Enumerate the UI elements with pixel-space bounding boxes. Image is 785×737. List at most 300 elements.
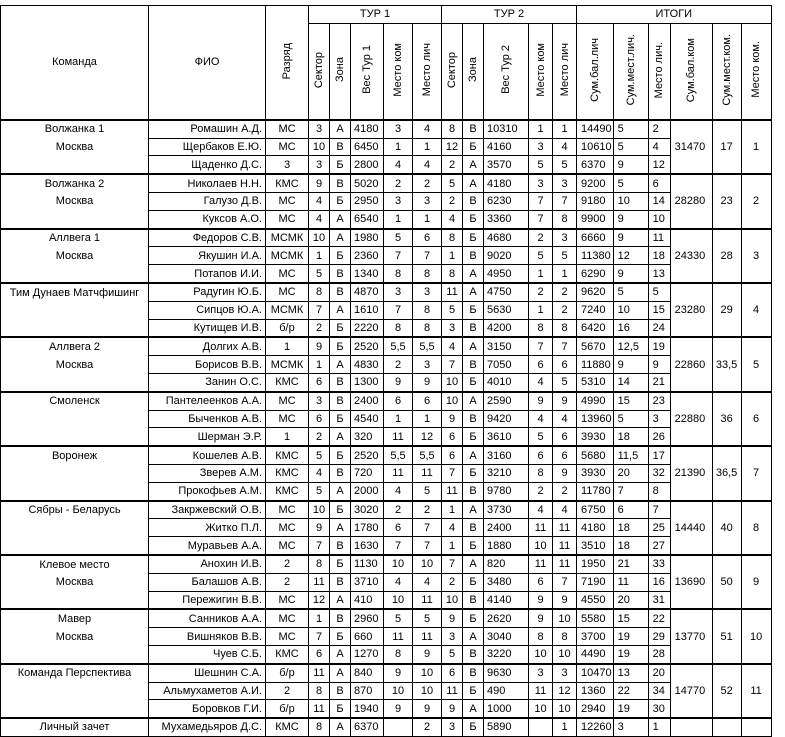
sector-2: 4 <box>442 519 463 537</box>
rank: МСМК <box>266 356 309 374</box>
table-row <box>1 229 772 247</box>
place-team-2: 1 <box>529 301 553 319</box>
zone-2: А <box>463 283 484 301</box>
sector-2: 9 <box>442 609 463 627</box>
fio: Санников А.А. <box>149 609 266 627</box>
place-team-2: 5 <box>529 247 553 265</box>
rank: МС <box>266 138 309 156</box>
table-row <box>1 628 772 646</box>
weight-1: 1780 <box>351 519 384 537</box>
zone-1: В <box>330 174 351 192</box>
zone-2: Б <box>463 301 484 319</box>
sum-points-ind: 5670 <box>577 337 614 355</box>
place-ind-total: 21 <box>648 373 670 391</box>
place-team-1: 1 <box>384 210 413 228</box>
place-ind-1: 7 <box>413 519 442 537</box>
team-name-blank <box>1 482 149 500</box>
place-ind-1: 7 <box>413 247 442 265</box>
weight-2: 4680 <box>484 229 529 247</box>
weight-2: 3570 <box>484 156 529 174</box>
sector-1: 7 <box>309 628 330 646</box>
place-team-1: 2 <box>384 356 413 374</box>
place-ind-2: 3 <box>553 174 577 192</box>
rank: КМС <box>266 174 309 192</box>
place-ind-2: 10 <box>553 700 577 718</box>
sum-places-ind: 5 <box>613 410 648 428</box>
weight-2: 3160 <box>484 446 529 464</box>
place-ind-total: 8 <box>648 482 670 500</box>
fio: Закржевский О.В. <box>149 501 266 519</box>
table-row <box>1 210 772 228</box>
rank: МС <box>266 283 309 301</box>
table-row <box>1 265 772 283</box>
fio: Пантелеенков А.А. <box>149 392 266 410</box>
place-team-total: 11 <box>741 664 771 718</box>
place-ind-total: 20 <box>648 664 670 682</box>
rank: 3 <box>266 156 309 174</box>
sector-1: 6 <box>309 373 330 391</box>
weight-2: 3610 <box>484 428 529 446</box>
sum-points-ind: 4550 <box>577 591 614 609</box>
table-row <box>1 501 772 519</box>
weight-2: 3360 <box>484 210 529 228</box>
rank: КМС <box>266 464 309 482</box>
place-team-2: 11 <box>529 519 553 537</box>
weight-2: 9020 <box>484 247 529 265</box>
weight-2: 2590 <box>484 392 529 410</box>
sum-points-ind: 9620 <box>577 283 614 301</box>
zone-1: А <box>330 229 351 247</box>
zone-1: А <box>330 718 351 736</box>
place-ind-total: 34 <box>648 682 670 700</box>
place-ind-total: 18 <box>648 247 670 265</box>
table-row <box>1 192 772 210</box>
sector-2: 10 <box>442 373 463 391</box>
sector-2: 9 <box>442 700 463 718</box>
sector-1: 7 <box>309 537 330 555</box>
header-sum-points-team: Сум.бал.ком <box>670 23 712 120</box>
sum-points-team: 14440 <box>670 501 712 555</box>
place-ind-2: 1 <box>553 718 577 736</box>
weight-1: 2950 <box>351 192 384 210</box>
fio: Муравьев А.А. <box>149 537 266 555</box>
sector-1: 2 <box>309 428 330 446</box>
place-ind-2: 11 <box>553 519 577 537</box>
weight-1: 6370 <box>351 718 384 736</box>
rank: 2 <box>266 573 309 591</box>
place-ind-total: 32 <box>648 464 670 482</box>
rank: 2 <box>266 555 309 573</box>
team-city: Москва <box>1 573 149 591</box>
zone-2: Б <box>463 428 484 446</box>
place-team-total: 7 <box>741 446 771 500</box>
sector-1: 1 <box>309 609 330 627</box>
place-team-1: 8 <box>384 645 413 663</box>
zone-1: В <box>330 392 351 410</box>
weight-1: 1980 <box>351 229 384 247</box>
team-name: Тим Дунаев Матчфишинг <box>1 283 149 301</box>
place-ind-1: 5,5 <box>413 446 442 464</box>
place-ind-total: 26 <box>648 428 670 446</box>
weight-2: 4950 <box>484 265 529 283</box>
sum-points-team: 22860 <box>670 337 712 391</box>
zone-2: Б <box>463 537 484 555</box>
zone-2: В <box>463 319 484 337</box>
sum-points-team: 21390 <box>670 446 712 500</box>
place-team-1: 10 <box>384 555 413 573</box>
zone-1: В <box>330 265 351 283</box>
team-city <box>1 410 149 428</box>
weight-2: 3150 <box>484 337 529 355</box>
zone-2: А <box>463 446 484 464</box>
fio: Сипцов Ю.А. <box>149 301 266 319</box>
place-ind-2: 6 <box>553 446 577 464</box>
table-row <box>1 337 772 355</box>
zone-1: Б <box>330 337 351 355</box>
sum-places-ind: 12 <box>613 247 648 265</box>
sum-points-ind: 3510 <box>577 537 614 555</box>
place-team-1: 5,5 <box>384 337 413 355</box>
place-team-2: 9 <box>529 591 553 609</box>
sector-2: 1 <box>442 537 463 555</box>
weight-1: 2000 <box>351 482 384 500</box>
place-ind-1: 2 <box>413 174 442 192</box>
rank: МС <box>266 265 309 283</box>
empty-sum-places-team <box>712 718 741 736</box>
zone-2: В <box>463 410 484 428</box>
weight-1: 840 <box>351 664 384 682</box>
fio: Шерман Э.Р. <box>149 428 266 446</box>
weight-1: 4180 <box>351 120 384 138</box>
header-place-team-2: Место ком <box>529 23 553 120</box>
sum-points-ind: 4990 <box>577 392 614 410</box>
team-city: Москва <box>1 138 149 156</box>
zone-1: Б <box>330 501 351 519</box>
sum-places-ind: 9 <box>613 356 648 374</box>
place-ind-2: 4 <box>553 410 577 428</box>
sector-2: 11 <box>442 682 463 700</box>
fio: Занин О.С. <box>149 373 266 391</box>
table-row <box>1 156 772 174</box>
place-ind-total: 23 <box>648 392 670 410</box>
rank: МС <box>266 192 309 210</box>
results-body <box>1 120 772 737</box>
weight-1: 1610 <box>351 301 384 319</box>
sector-1: 8 <box>309 718 330 736</box>
zone-2: Б <box>463 138 484 156</box>
place-team-1: 4 <box>384 573 413 591</box>
weight-2: 2400 <box>484 519 529 537</box>
zone-1: В <box>330 373 351 391</box>
zone-2: А <box>463 265 484 283</box>
sum-places-team: 29 <box>712 283 741 337</box>
sum-places-ind: 19 <box>613 628 648 646</box>
place-ind-total: 5 <box>648 283 670 301</box>
place-ind-2: 10 <box>553 645 577 663</box>
zone-1: А <box>330 645 351 663</box>
sector-1: 5 <box>309 446 330 464</box>
zone-1: Б <box>330 319 351 337</box>
place-team-2: 3 <box>529 664 553 682</box>
place-team-2: 10 <box>529 537 553 555</box>
place-ind-2: 6 <box>553 356 577 374</box>
place-ind-2: 9 <box>553 392 577 410</box>
table-row <box>1 446 772 464</box>
header-sector-1: Сектор <box>309 23 330 120</box>
weight-1: 870 <box>351 682 384 700</box>
table-row <box>1 645 772 663</box>
team-name-blank <box>1 700 149 718</box>
sum-places-ind: 9 <box>613 210 648 228</box>
weight-1: 1130 <box>351 555 384 573</box>
sector-2: 8 <box>442 229 463 247</box>
place-ind-total: 28 <box>648 645 670 663</box>
rank: МС <box>266 519 309 537</box>
place-ind-total: 15 <box>648 301 670 319</box>
sum-points-ind: 3930 <box>577 464 614 482</box>
place-team-2: 10 <box>529 645 553 663</box>
sector-1: 9 <box>309 174 330 192</box>
weight-2: 3730 <box>484 501 529 519</box>
place-team-1: 7 <box>384 247 413 265</box>
personal-label: Личный зачет <box>1 718 149 736</box>
place-team-total: 3 <box>741 229 771 283</box>
place-team-2: 4 <box>529 501 553 519</box>
place-ind-2: 4 <box>553 501 577 519</box>
team-name: Смоленск <box>1 392 149 410</box>
team-name-blank <box>1 428 149 446</box>
place-ind-total: 22 <box>648 609 670 627</box>
place-team-1: 4 <box>384 156 413 174</box>
zone-2: Б <box>463 682 484 700</box>
sector-1: 1 <box>309 247 330 265</box>
place-team-1: 9 <box>384 664 413 682</box>
place-team-2: 11 <box>529 682 553 700</box>
place-ind-1: 9 <box>413 645 442 663</box>
place-team-2: 2 <box>529 283 553 301</box>
zone-2: Б <box>463 718 484 736</box>
sum-places-team: 52 <box>712 664 741 718</box>
sum-points-ind: 1950 <box>577 555 614 573</box>
place-ind-total: 7 <box>648 501 670 519</box>
sector-1: 4 <box>309 192 330 210</box>
zone-1: Б <box>330 247 351 265</box>
sector-1: 11 <box>309 700 330 718</box>
zone-1: В <box>330 573 351 591</box>
sum-places-team: 23 <box>712 174 741 228</box>
weight-2: 2620 <box>484 609 529 627</box>
sum-places-ind: 22 <box>613 682 648 700</box>
rank: МС <box>266 591 309 609</box>
rank: МС <box>266 410 309 428</box>
team-name-blank <box>1 591 149 609</box>
team-city <box>1 682 149 700</box>
place-ind-1: 1 <box>413 210 442 228</box>
place-ind-total: 10 <box>648 210 670 228</box>
rank: КМС <box>266 446 309 464</box>
sector-1: 3 <box>309 120 330 138</box>
place-team-total: 8 <box>741 501 771 555</box>
weight-1: 4540 <box>351 410 384 428</box>
sum-points-team: 31470 <box>670 120 712 174</box>
place-ind-2: 10 <box>553 609 577 627</box>
zone-2: А <box>463 700 484 718</box>
sum-places-ind: 5 <box>613 138 648 156</box>
place-team-2: 6 <box>529 356 553 374</box>
place-ind-1: 1 <box>413 410 442 428</box>
place-ind-1: 8 <box>413 319 442 337</box>
place-ind-2: 11 <box>553 555 577 573</box>
rank: КМС <box>266 645 309 663</box>
zone-2: А <box>463 501 484 519</box>
sector-1: 2 <box>309 319 330 337</box>
sum-points-ind: 11380 <box>577 247 614 265</box>
place-ind-2: 7 <box>553 192 577 210</box>
zone-2: В <box>463 519 484 537</box>
table-row <box>1 428 772 446</box>
place-team-total: 2 <box>741 174 771 228</box>
header-place-team-total: Место ком. <box>741 23 771 120</box>
weight-2: 6230 <box>484 192 529 210</box>
sector-2: 10 <box>442 392 463 410</box>
place-team-2: 7 <box>529 337 553 355</box>
zone-1: В <box>330 283 351 301</box>
sum-places-team: 28 <box>712 229 741 283</box>
place-team-1: 3 <box>384 120 413 138</box>
sum-points-ind: 9200 <box>577 174 614 192</box>
place-team-2: 8 <box>529 628 553 646</box>
sector-1: 7 <box>309 301 330 319</box>
header-zone-1: Зона <box>330 23 351 120</box>
place-ind-2: 8 <box>553 319 577 337</box>
fio: Щербаков Е.Ю. <box>149 138 266 156</box>
place-ind-2: 1 <box>553 120 577 138</box>
sum-points-ind: 9900 <box>577 210 614 228</box>
place-team-total: 5 <box>741 337 771 391</box>
table-row <box>1 283 772 301</box>
weight-2: 5630 <box>484 301 529 319</box>
place-ind-2: 5 <box>553 247 577 265</box>
zone-1: Б <box>330 192 351 210</box>
zone-1: А <box>330 210 351 228</box>
weight-1: 3710 <box>351 573 384 591</box>
table-row <box>1 573 772 591</box>
sector-2: 5 <box>442 174 463 192</box>
sum-points-ind: 3930 <box>577 428 614 446</box>
place-team-2: 6 <box>529 573 553 591</box>
place-team-2: 10 <box>529 700 553 718</box>
place-ind-1: 3 <box>413 192 442 210</box>
sector-2: 8 <box>442 265 463 283</box>
place-ind-1: 10 <box>413 555 442 573</box>
place-team-1: 10 <box>384 682 413 700</box>
rank: б/р <box>266 319 309 337</box>
zone-2: Б <box>463 373 484 391</box>
zone-2: В <box>463 247 484 265</box>
sum-places-ind: 20 <box>613 591 648 609</box>
place-ind-1: 9 <box>413 373 442 391</box>
place-ind-total: 11 <box>648 229 670 247</box>
empty-place-team-total <box>741 718 771 736</box>
sector-2: 12 <box>442 138 463 156</box>
rank: КМС <box>266 373 309 391</box>
place-ind-1: 10 <box>413 664 442 682</box>
header-sector-2: Сектор <box>442 23 463 120</box>
rank: б/р <box>266 700 309 718</box>
sector-2: 9 <box>442 410 463 428</box>
sum-places-ind: 9 <box>613 156 648 174</box>
sum-points-ind: 4180 <box>577 519 614 537</box>
place-ind-total: 9 <box>648 356 670 374</box>
sector-2: 5 <box>442 301 463 319</box>
zone-1: А <box>330 356 351 374</box>
header-sum-points-ind: Сум.бал.лич <box>577 23 614 120</box>
place-ind-2: 7 <box>553 337 577 355</box>
sum-points-ind: 6660 <box>577 229 614 247</box>
sector-1: 3 <box>309 156 330 174</box>
place-ind-total: 27 <box>648 537 670 555</box>
sector-2: 2 <box>442 192 463 210</box>
fio: Кутищев И.В. <box>149 319 266 337</box>
header-zone-2: Зона <box>463 23 484 120</box>
sector-2: 3 <box>442 628 463 646</box>
sum-places-ind: 11,5 <box>613 446 648 464</box>
place-team-2: 3 <box>529 138 553 156</box>
rank: 1 <box>266 337 309 355</box>
place-ind-2: 2 <box>553 283 577 301</box>
fio: Вишняков В.В. <box>149 628 266 646</box>
sum-places-ind: 5 <box>613 120 648 138</box>
sum-places-team: 17 <box>712 120 741 174</box>
place-team-1: 7 <box>384 301 413 319</box>
place-ind-2: 2 <box>553 482 577 500</box>
place-team-2: 4 <box>529 410 553 428</box>
sector-2: 5 <box>442 645 463 663</box>
sum-places-ind: 9 <box>613 265 648 283</box>
sector-2: 2 <box>442 156 463 174</box>
zone-1: Б <box>330 555 351 573</box>
zone-1: Б <box>330 446 351 464</box>
sector-2: 6 <box>442 446 463 464</box>
weight-1: 1630 <box>351 537 384 555</box>
sector-2: 10 <box>442 591 463 609</box>
sum-points-ind: 10610 <box>577 138 614 156</box>
zone-1: А <box>330 519 351 537</box>
place-ind-total: 3 <box>648 410 670 428</box>
sector-1: 9 <box>309 337 330 355</box>
header-tour1: ТУР 1 <box>309 6 442 24</box>
header-row-top <box>1 6 772 24</box>
weight-2: 1000 <box>484 700 529 718</box>
header-weight-2: Вес Тур 2 <box>484 23 529 120</box>
place-ind-2: 4 <box>553 138 577 156</box>
place-team-total: 1 <box>741 120 771 174</box>
zone-2: А <box>463 555 484 573</box>
sum-points-team: 14770 <box>670 664 712 718</box>
team-name: Воронеж <box>1 446 149 464</box>
weight-2: 1880 <box>484 537 529 555</box>
fio: Радугин Ю.Б. <box>149 283 266 301</box>
sector-2: 3 <box>442 718 463 736</box>
weight-2: 3040 <box>484 628 529 646</box>
zone-1: В <box>330 609 351 627</box>
fio: Долгих А.В. <box>149 337 266 355</box>
sector-2: 7 <box>442 464 463 482</box>
zone-2: Б <box>463 573 484 591</box>
zone-2: В <box>463 591 484 609</box>
sum-places-ind: 16 <box>613 319 648 337</box>
place-ind-2: 7 <box>553 573 577 591</box>
